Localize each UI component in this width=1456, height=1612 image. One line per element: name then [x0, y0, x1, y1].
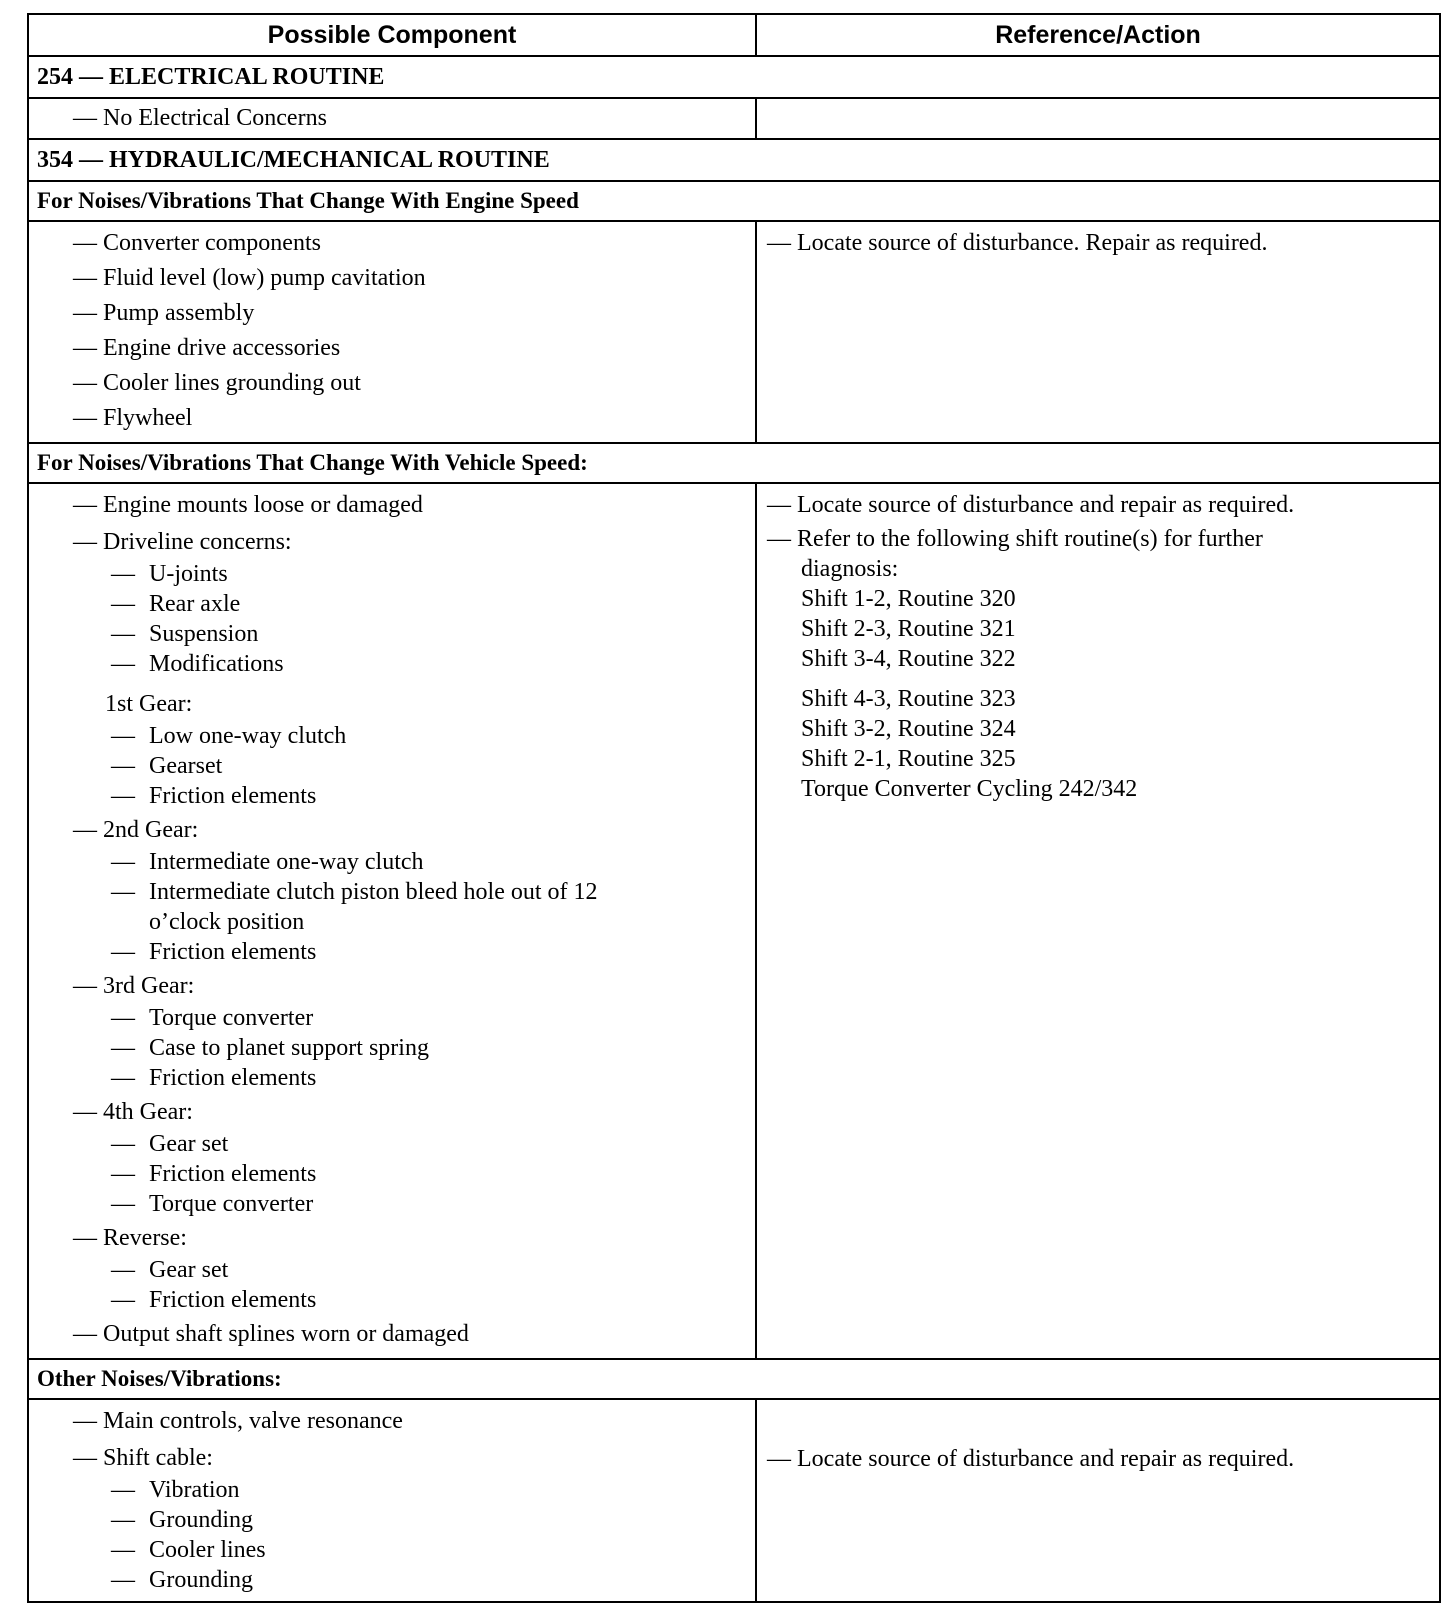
list-item: — No Electrical Concerns — [73, 105, 327, 131]
other-heading-row — [28, 1359, 1440, 1399]
sub-item: — Vibration — [111, 1477, 240, 1503]
list-item: — Pump assembly — [73, 300, 255, 326]
engine-speed-action: — Locate source of disturbance. Repair as required. — [767, 230, 1268, 256]
group-label: — Driveline concerns: — [73, 529, 292, 555]
sub-item: — Torque converter — [111, 1005, 314, 1031]
sub-item: — Intermediate one-way clutch — [111, 849, 424, 875]
engine-speed-row — [28, 221, 1440, 443]
electrical-items-cell — [28, 98, 756, 139]
routine-ref: Shift 3-2, Routine 324 — [801, 716, 1016, 742]
diagnosis-table-sheet — [27, 13, 1439, 1603]
reverse-group — [29, 1221, 755, 1315]
other-components — [28, 1399, 756, 1602]
list-item: — Converter components — [73, 230, 321, 256]
vehicle-speed-heading-row — [28, 443, 1440, 483]
vehicle-speed-components — [28, 483, 756, 1359]
sub-item: — Grounding — [111, 1507, 253, 1533]
list-item: — Fluid level (low) pump cavitation — [73, 265, 426, 291]
gear3-group — [29, 969, 755, 1093]
other-action-cell — [756, 1399, 1440, 1602]
sub-item: — Friction elements — [111, 1161, 317, 1187]
vehicle-speed-locate-action: — Locate source of disturbance and repair as required. — [767, 492, 1295, 518]
sub-item: — Case to planet support spring — [111, 1035, 429, 1061]
shift-cable-group — [29, 1441, 755, 1595]
group-label: — Reverse: — [73, 1225, 187, 1251]
routine-ref: Torque Converter Cycling 242/342 — [801, 776, 1138, 802]
vehicle-speed-row — [28, 483, 1440, 1359]
sub-item: — Torque converter — [111, 1191, 314, 1217]
routine-ref: Shift 4-3, Routine 323 — [801, 686, 1016, 712]
sub-item: — Friction elements — [111, 1065, 317, 1091]
gear1-group — [29, 687, 755, 811]
sub-item: — Rear axle — [111, 591, 241, 617]
other-heading: Other Noises/Vibrations: — [28, 1359, 1440, 1399]
vehicle-speed-action-cell — [756, 483, 1440, 1359]
sub-item: — Gear set — [111, 1131, 229, 1157]
electrical-routine-row — [28, 56, 1440, 98]
engine-speed-heading-row — [28, 181, 1440, 221]
group-label: — 4th Gear: — [73, 1099, 193, 1125]
electrical-items-row — [28, 98, 1440, 139]
sub-item: — Modifications — [111, 651, 284, 677]
list-item: — Output shaft splines worn or damaged — [73, 1321, 469, 1347]
other-row — [28, 1399, 1440, 1602]
vehicle-speed-refer-action: — Refer to the following shift routine(s) for further diagnosis: — [767, 526, 1263, 582]
sub-item: — U-joints — [111, 561, 228, 587]
engine-speed-components — [28, 221, 756, 443]
hydraulic-routine-row — [28, 139, 1440, 181]
engine-speed-action-cell — [756, 221, 1440, 443]
sub-item: — Friction elements — [111, 783, 317, 809]
gear4-group — [29, 1095, 755, 1219]
diagnosis-table — [27, 13, 1441, 1603]
sub-item: — Gear set — [111, 1257, 229, 1283]
electrical-action-cell — [756, 98, 1440, 139]
sub-item: — Grounding — [111, 1567, 253, 1593]
table-header-row — [28, 14, 1440, 56]
hydraulic-routine-title: 354 — HYDRAULIC/MECHANICAL ROUTINE — [28, 139, 1440, 181]
sub-item: — Gearset — [111, 753, 223, 779]
list-item: — Flywheel — [73, 405, 193, 431]
electrical-routine-title: 254 — ELECTRICAL ROUTINE — [28, 56, 1440, 98]
routine-ref: Shift 2-3, Routine 321 — [801, 616, 1016, 642]
group-label: — Shift cable: — [73, 1445, 213, 1471]
sub-item: — Friction elements — [111, 1287, 317, 1313]
header-reference-action: Reference/Action — [756, 14, 1440, 56]
list-item: — Cooler lines grounding out — [73, 370, 361, 396]
engine-speed-heading: For Noises/Vibrations That Change With Engine Speed — [28, 181, 1440, 221]
routine-ref: Shift 1-2, Routine 320 — [801, 586, 1016, 612]
list-item: — Engine drive accessories — [73, 335, 341, 361]
list-item: — Main controls, valve resonance — [73, 1408, 403, 1434]
sub-item: — Suspension — [111, 621, 259, 647]
sub-item: — Friction elements — [111, 939, 317, 965]
group-label: — 3rd Gear: — [73, 973, 195, 999]
driveline-group — [29, 525, 755, 679]
gear2-group — [29, 813, 755, 967]
header-possible-component: Possible Component — [28, 14, 756, 56]
routine-ref: Shift 3-4, Routine 322 — [801, 646, 1016, 672]
sub-item: — Cooler lines — [111, 1537, 266, 1563]
vehicle-speed-heading: For Noises/Vibrations That Change With Vehicle Speed: — [28, 443, 1440, 483]
group-label: 1st Gear: — [105, 691, 193, 717]
other-action: — Locate source of disturbance and repair as required. — [767, 1446, 1295, 1472]
routine-ref: Shift 2-1, Routine 325 — [801, 746, 1016, 772]
sub-item: — Low one-way clutch — [111, 723, 347, 749]
list-item: — Engine mounts loose or damaged — [73, 492, 423, 518]
group-label: — 2nd Gear: — [73, 817, 199, 843]
sub-item: — Intermediate clutch piston bleed hole out of 12 o’clock position — [111, 879, 598, 935]
